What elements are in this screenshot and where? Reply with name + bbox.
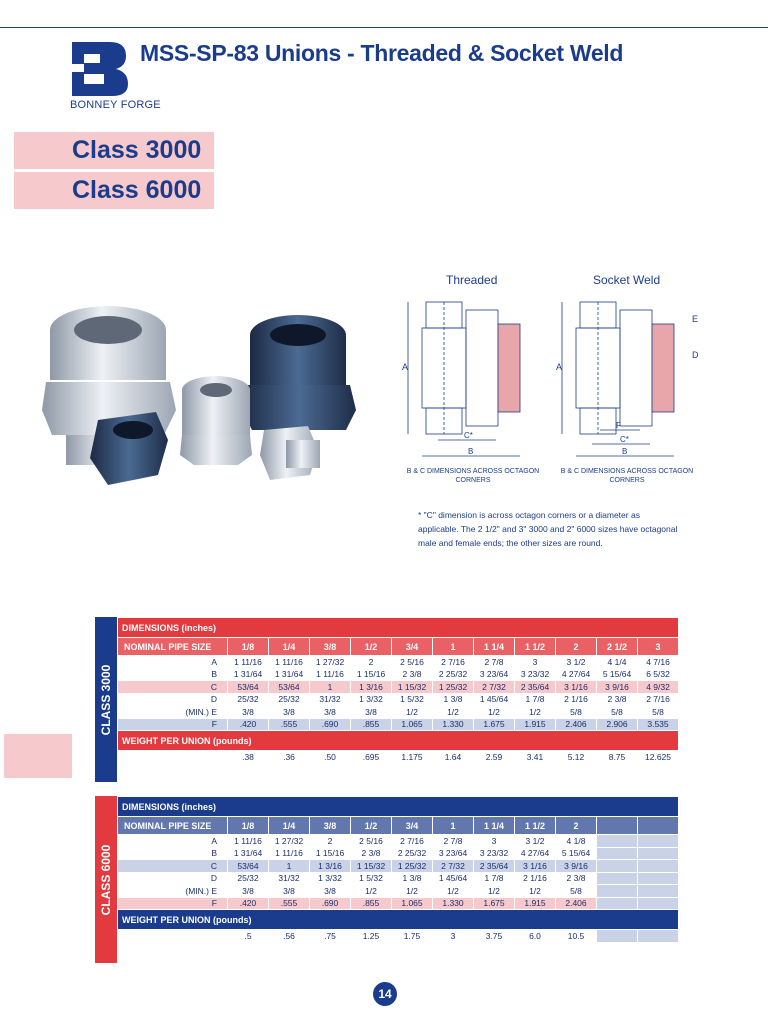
table-row: [118, 668, 679, 681]
dimension-value: 5 15/64: [556, 847, 597, 860]
dimension-value: [638, 860, 679, 873]
dimension-value: 3 1/16: [515, 860, 556, 873]
dimension-value: 3/8: [310, 706, 351, 719]
dimension-value: 1 3/32: [310, 872, 351, 885]
dimension-value: 1 45/64: [433, 872, 474, 885]
svg-text:E: E: [692, 314, 699, 324]
dimension-value: 2 25/32: [433, 668, 474, 681]
dimension-value: 1 27/32: [269, 835, 310, 848]
pipe-size-header: 1/2: [351, 638, 392, 656]
dimension-value: 2 3/8: [351, 847, 392, 860]
svg-text:F: F: [616, 421, 621, 430]
dimension-value: 3 1/2: [556, 656, 597, 669]
dimension-value: 1/2: [392, 706, 433, 719]
weight-value: .36: [269, 751, 310, 764]
dimension-value: 4 27/64: [556, 668, 597, 681]
threaded-label: Threaded: [446, 273, 498, 287]
dimension-value: 2: [310, 835, 351, 848]
weight-label: [118, 930, 228, 943]
dimension-value: 1 15/32: [351, 860, 392, 873]
dimension-value: 3/8: [269, 706, 310, 719]
pipe-size-header: [597, 817, 638, 835]
dimension-value: 1 11/16: [269, 847, 310, 860]
dimension-value: 3.535: [638, 718, 679, 731]
class-6000-table: [95, 796, 678, 963]
dimension-value: 1 25/32: [433, 681, 474, 694]
dimension-value: 1/2: [433, 706, 474, 719]
class-6000-badge: Class 6000: [14, 172, 214, 209]
class-3000-table: [95, 617, 678, 782]
table-row: [118, 681, 679, 694]
dimension-value: 3: [515, 656, 556, 669]
dimension-label: B: [118, 847, 228, 860]
weight-value: 1.175: [392, 751, 433, 764]
pipe-size-header: 1: [433, 638, 474, 656]
dimension-value: 4 27/64: [515, 847, 556, 860]
dimension-value: 1 7/8: [515, 693, 556, 706]
weight-label: [118, 751, 228, 764]
weight-row: [118, 751, 679, 764]
svg-text:C*: C*: [620, 435, 629, 444]
dimension-value: 2 3/8: [556, 872, 597, 885]
dimension-value: 2 7/16: [638, 693, 679, 706]
weight-header: WEIGHT PER UNION (pounds): [118, 731, 679, 751]
dimension-value: 2 5/16: [351, 835, 392, 848]
dimension-value: [597, 847, 638, 860]
weight-value: .695: [351, 751, 392, 764]
dimensions-header: DIMENSIONS (inches): [118, 797, 679, 817]
table-row: [118, 706, 679, 719]
class-6000-side-label: CLASS 6000: [95, 796, 117, 963]
dimension-value: 1/2: [474, 885, 515, 898]
dimension-label: A: [118, 656, 228, 669]
dimension-value: 1 7/8: [474, 872, 515, 885]
dimension-value: [597, 872, 638, 885]
dimension-value: 1/2: [351, 885, 392, 898]
dimension-value: 2 35/64: [474, 860, 515, 873]
dimension-value: 3 23/32: [515, 668, 556, 681]
dimension-value: [597, 885, 638, 898]
dimension-value: [638, 897, 679, 910]
weight-value: .75: [310, 930, 351, 943]
svg-text:B: B: [468, 447, 474, 456]
dimension-value: 1 25/32: [392, 860, 433, 873]
dimension-label: D: [118, 693, 228, 706]
dimension-value: [597, 860, 638, 873]
dimension-value: 1.915: [515, 718, 556, 731]
weight-value: 3.75: [474, 930, 515, 943]
dimension-label: C: [118, 681, 228, 694]
dimension-value: 1 3/32: [351, 693, 392, 706]
dimension-value: 3/8: [228, 706, 269, 719]
dimension-value: 25/32: [228, 872, 269, 885]
threaded-diagram: [398, 288, 548, 478]
dimension-value: 5/8: [597, 706, 638, 719]
dimension-value: 1 15/16: [351, 668, 392, 681]
weight-value: .50: [310, 751, 351, 764]
svg-text:A: A: [556, 362, 563, 372]
dimension-value: 53/64: [228, 681, 269, 694]
dimension-value: 3 1/16: [556, 681, 597, 694]
weight-value: .5: [228, 930, 269, 943]
nominal-pipe-size-label: NOMINAL PIPE SIZE: [118, 638, 228, 656]
dimension-value: 1.330: [433, 718, 474, 731]
weight-value: 10.5: [556, 930, 597, 943]
pipe-size-header: 3: [638, 638, 679, 656]
weight-value: 1.64: [433, 751, 474, 764]
dimension-value: 1 11/16: [269, 656, 310, 669]
dimension-value: 2 1/16: [556, 693, 597, 706]
dimension-value: 1 5/32: [392, 693, 433, 706]
pipe-size-header: 2: [556, 817, 597, 835]
dimension-value: 1 11/16: [310, 668, 351, 681]
dimension-value: 3/8: [269, 885, 310, 898]
dimension-value: 1.330: [433, 897, 474, 910]
pipe-size-header: 1/8: [228, 817, 269, 835]
weight-value: 1.25: [351, 930, 392, 943]
unions-photo: [38, 290, 388, 500]
dimension-label: (MIN.) E: [118, 885, 228, 898]
dimension-value: 3 1/2: [515, 835, 556, 848]
dimension-value: 1 27/32: [310, 656, 351, 669]
dimension-value: 3: [474, 835, 515, 848]
dimension-value: 5/8: [638, 706, 679, 719]
table-row: [118, 872, 679, 885]
table-row: [118, 656, 679, 669]
dimension-value: 3/8: [228, 885, 269, 898]
dimension-value: 4 7/16: [638, 656, 679, 669]
dimension-value: 1 11/16: [228, 835, 269, 848]
weight-header: WEIGHT PER UNION (pounds): [118, 910, 679, 930]
dimension-value: 25/32: [269, 693, 310, 706]
dimension-value: 3 9/16: [597, 681, 638, 694]
weight-value: .56: [269, 930, 310, 943]
threaded-note: B & C DIMENSIONS ACROSS OCTAGON CORNERS: [406, 468, 540, 484]
dimension-value: 53/64: [269, 681, 310, 694]
dimension-value: 2 25/32: [392, 847, 433, 860]
weight-value: .38: [228, 751, 269, 764]
dimension-value: .555: [269, 718, 310, 731]
dimension-value: .420: [228, 718, 269, 731]
weight-value: 1.75: [392, 930, 433, 943]
dimension-value: 2 35/64: [515, 681, 556, 694]
nominal-pipe-size-label: NOMINAL PIPE SIZE: [118, 817, 228, 835]
table-row: [118, 693, 679, 706]
dimension-value: 2.406: [556, 897, 597, 910]
dimensions-header: DIMENSIONS (inches): [118, 618, 679, 638]
dimension-value: 1 5/32: [351, 872, 392, 885]
dimension-value: 1.065: [392, 718, 433, 731]
dimension-value: 1 45/64: [474, 693, 515, 706]
side-tab: [4, 734, 72, 778]
dimension-value: 2: [351, 656, 392, 669]
pipe-size-header: [638, 817, 679, 835]
table-row: [118, 835, 679, 848]
weight-value: 3: [433, 930, 474, 943]
socket-weld-diagram: [552, 288, 702, 478]
pipe-size-header: 1 1/4: [474, 638, 515, 656]
svg-text:A: A: [402, 362, 409, 372]
dimension-value: [638, 885, 679, 898]
svg-text:C*: C*: [464, 431, 473, 440]
dimension-value: 2 7/32: [474, 681, 515, 694]
dimension-value: .690: [310, 897, 351, 910]
dimension-value: 5/8: [556, 885, 597, 898]
dimension-value: 31/32: [310, 693, 351, 706]
dimension-value: 1 31/64: [228, 668, 269, 681]
pipe-size-header: 1 1/4: [474, 817, 515, 835]
dimension-value: 3 23/64: [474, 668, 515, 681]
dimension-value: 1 31/64: [269, 668, 310, 681]
weight-value: 8.75: [597, 751, 638, 764]
table-row: [118, 885, 679, 898]
dimension-value: [597, 835, 638, 848]
pipe-size-header: 1 1/2: [515, 638, 556, 656]
brand-name: BONNEY FORGE: [70, 99, 161, 111]
svg-text:B: B: [622, 447, 628, 456]
dimension-value: 31/32: [269, 872, 310, 885]
weight-value: 5.12: [556, 751, 597, 764]
socket-weld-label: Socket Weld: [593, 273, 661, 287]
dimension-value: 1 11/16: [228, 656, 269, 669]
top-rule: [0, 27, 768, 28]
dimension-value: .690: [310, 718, 351, 731]
pipe-size-header: 3/4: [392, 817, 433, 835]
dimension-value: 2 7/16: [392, 835, 433, 848]
dimension-value: 1 3/16: [310, 860, 351, 873]
dimension-value: [597, 897, 638, 910]
class-3000-badge: Class 3000: [14, 132, 214, 169]
dimension-value: 1 3/8: [433, 693, 474, 706]
dimension-value: 1 15/16: [310, 847, 351, 860]
dimension-value: [638, 835, 679, 848]
pipe-size-header: 1 1/2: [515, 817, 556, 835]
dimension-value: 3 23/32: [474, 847, 515, 860]
dimension-label: F: [118, 897, 228, 910]
pipe-size-header: 2: [556, 638, 597, 656]
socket-weld-note: B & C DIMENSIONS ACROSS OCTAGON CORNERS: [560, 468, 694, 484]
pipe-size-header: 1/2: [351, 817, 392, 835]
dimension-label: D: [118, 872, 228, 885]
dimension-value: 3 9/16: [556, 860, 597, 873]
dimension-value: [638, 847, 679, 860]
dimension-value: 2 7/32: [433, 860, 474, 873]
dimension-value: 3/8: [310, 885, 351, 898]
svg-text:D: D: [692, 350, 699, 360]
weight-value: 6.0: [515, 930, 556, 943]
pipe-size-header: 1/4: [269, 638, 310, 656]
pipe-size-header: 1: [433, 817, 474, 835]
dimension-value: .555: [269, 897, 310, 910]
page-title: MSS-SP-83 Unions - Threaded & Socket Weld: [140, 40, 624, 66]
pipe-size-header: 1/8: [228, 638, 269, 656]
table-row: [118, 897, 679, 910]
weight-row: [118, 930, 679, 943]
dimension-value: 2 1/16: [515, 872, 556, 885]
pipe-size-header: 3/8: [310, 817, 351, 835]
dimension-value: 2 3/8: [597, 693, 638, 706]
dimension-value: .855: [351, 718, 392, 731]
dimension-value: 1 31/64: [228, 847, 269, 860]
dimension-label: B: [118, 668, 228, 681]
weight-value: 12.625: [638, 751, 679, 764]
page-number: 14: [373, 982, 397, 1006]
dimension-value: 6 5/32: [638, 668, 679, 681]
footnote: * "C" dimension is across octagon corners or a diameter as applicable. The 2 1/2" and 3" 3000 and 2" 6000 sizes have octagonal male and female ends; the other sizes are round.: [418, 510, 678, 548]
table-row: [118, 718, 679, 731]
dimension-value: .855: [351, 897, 392, 910]
weight-value: [597, 930, 638, 943]
table-row: [118, 847, 679, 860]
dimension-value: 5/8: [556, 706, 597, 719]
dimension-value: 1.675: [474, 897, 515, 910]
dimension-value: 1.065: [392, 897, 433, 910]
dimension-value: 2 3/8: [392, 668, 433, 681]
dimension-value: 4 9/32: [638, 681, 679, 694]
dimension-value: .420: [228, 897, 269, 910]
dimension-value: 1: [269, 860, 310, 873]
dimension-value: 1/2: [474, 706, 515, 719]
dimension-label: F: [118, 718, 228, 731]
pipe-size-header: 2 1/2: [597, 638, 638, 656]
dimension-value: 1: [310, 681, 351, 694]
dimension-value: 1/2: [515, 885, 556, 898]
dimension-value: 1.915: [515, 897, 556, 910]
dimension-label: C: [118, 860, 228, 873]
dimension-value: 1/2: [433, 885, 474, 898]
weight-value: 2.59: [474, 751, 515, 764]
dimension-value: 1/2: [515, 706, 556, 719]
dimension-value: 2 7/8: [433, 835, 474, 848]
pipe-size-header: 3/8: [310, 638, 351, 656]
dimension-value: 1 3/8: [392, 872, 433, 885]
dimension-value: [638, 872, 679, 885]
class-3000-side-label: CLASS 3000: [95, 617, 117, 782]
dimension-value: 53/64: [228, 860, 269, 873]
dimension-value: 2.406: [556, 718, 597, 731]
dimension-value: 1 15/32: [392, 681, 433, 694]
weight-value: 3.41: [515, 751, 556, 764]
pipe-size-header: 3/4: [392, 638, 433, 656]
pipe-size-header: 1/4: [269, 817, 310, 835]
dimension-value: 2 7/16: [433, 656, 474, 669]
dimension-value: 1 3/16: [351, 681, 392, 694]
dimension-value: 4 1/4: [597, 656, 638, 669]
dimension-value: 1/2: [392, 885, 433, 898]
dimension-value: 5 15/64: [597, 668, 638, 681]
dimension-value: 2 5/16: [392, 656, 433, 669]
table-row: [118, 860, 679, 873]
dimension-value: 2 7/8: [474, 656, 515, 669]
dimension-value: 4 1/8: [556, 835, 597, 848]
dimension-value: 25/32: [228, 693, 269, 706]
dimension-value: 1.675: [474, 718, 515, 731]
dimension-value: 3/8: [351, 706, 392, 719]
dimension-value: 2.906: [597, 718, 638, 731]
bonney-forge-logo: [70, 40, 130, 98]
dimension-label: (MIN.) E: [118, 706, 228, 719]
dimension-label: A: [118, 835, 228, 848]
weight-value: [638, 930, 679, 943]
dimension-value: 3 23/64: [433, 847, 474, 860]
